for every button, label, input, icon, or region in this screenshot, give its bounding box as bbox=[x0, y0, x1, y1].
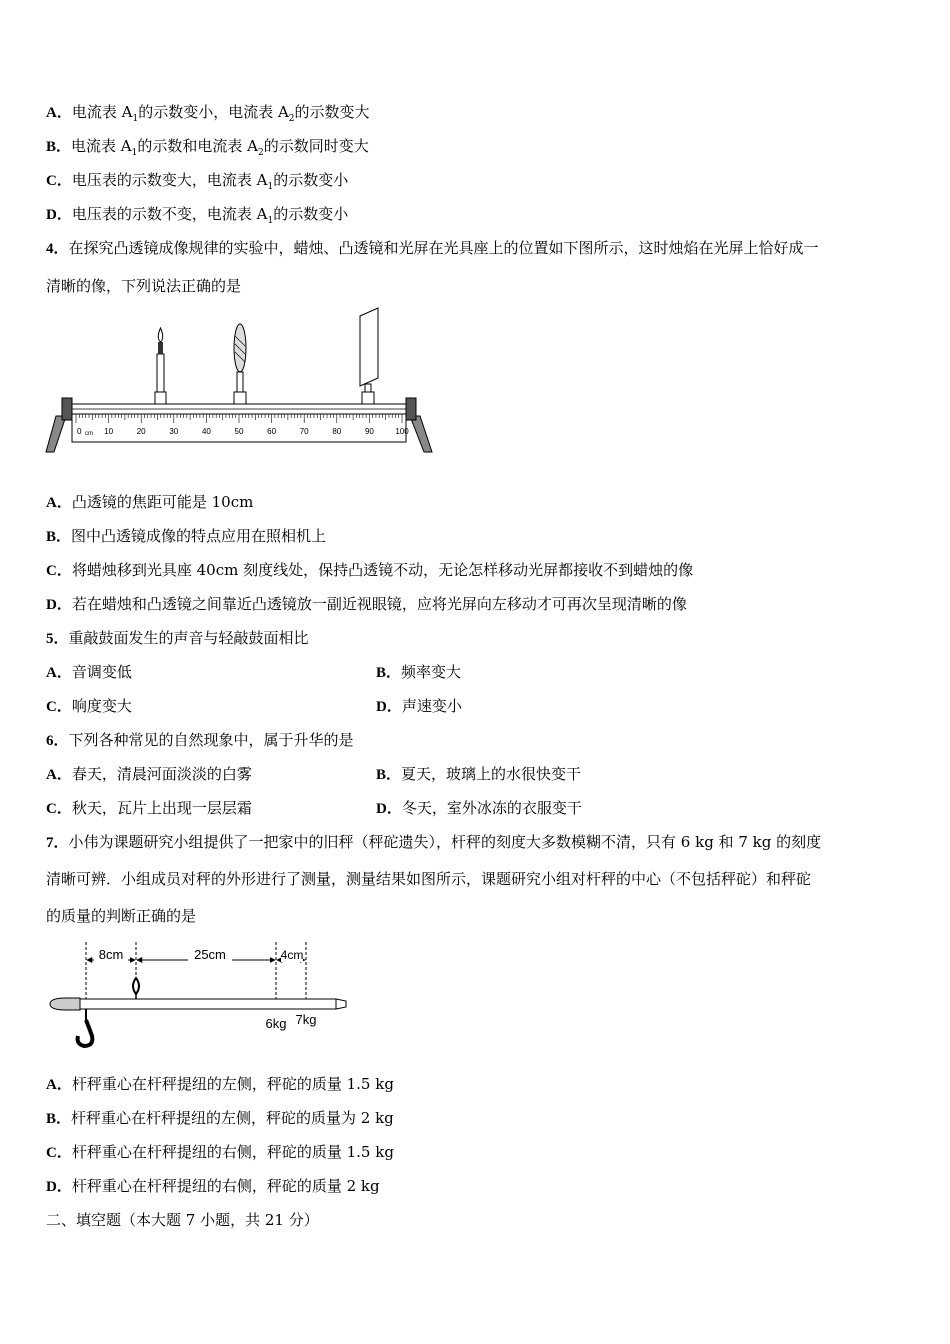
scale-tick-label: 50 bbox=[234, 427, 244, 436]
q3-option-c: C．电压表的示数变大，电流表 $A_1$的示数变小 bbox=[46, 171, 349, 192]
q5-option-c: C．响度变大 bbox=[46, 697, 132, 715]
steelyard-beam bbox=[50, 998, 346, 1010]
section2-title: 二、填空题（本大题 7 小题，共 21 分） bbox=[46, 1211, 319, 1229]
optical-bench-figure bbox=[44, 306, 436, 458]
q3-option-a: A．电流表 $A_1$的示数变小，电流表 $A_2$的示数变大 bbox=[46, 103, 370, 124]
q7-option-a: A．杆秤重心在杆秤提纽的左侧，秤砣的质量 1.5 kg bbox=[46, 1075, 394, 1093]
scale-tick-label: 70 bbox=[299, 427, 309, 436]
q4-stem-line1: 4．在探究凸透镜成像规律的实验中，蜡烛、凸透镜和光屏在光具座上的位置如下图所示，这时烛焰在光屏上恰好成一 bbox=[46, 239, 819, 257]
q3-option-d: D．电压表的示数不变，电流表 $A_1$的示数变小 bbox=[46, 205, 349, 226]
scale-tick-label: 0 bbox=[77, 427, 82, 436]
candle bbox=[155, 328, 166, 404]
q4-stem-line2: 清晰的像，下列说法正确的是 bbox=[46, 277, 242, 295]
scale-tick-label: 80 bbox=[332, 427, 342, 436]
q5-option-b: B．频率变大 bbox=[376, 663, 462, 681]
q7-option-d: D．杆秤重心在杆秤提纽的右侧，秤砣的质量 2 kg bbox=[46, 1177, 380, 1195]
light-screen bbox=[360, 308, 378, 404]
bench-left-end bbox=[62, 398, 72, 420]
steelyard-hook bbox=[78, 1009, 93, 1046]
q4-option-a: A．凸透镜的焦距可能是 10cm bbox=[46, 493, 254, 511]
bench-right-leg bbox=[410, 416, 432, 452]
bench-right-end bbox=[406, 398, 416, 420]
q6-option-a: A．春天，清晨河面淡淡的白雾 bbox=[46, 765, 252, 783]
scale-tick-label: 10 bbox=[104, 427, 114, 436]
q6-option-b: B．夏天，玻璃上的水很快变干 bbox=[376, 765, 582, 783]
q5-stem: 5．重敲鼓面发生的声音与轻敲鼓面相比 bbox=[46, 629, 309, 647]
q7-option-c: C．杆秤重心在杆秤提纽的右侧，秤砣的质量 1.5 kg bbox=[46, 1143, 394, 1161]
q4-option-d: D．若在蜡烛和凸透镜之间靠近凸透镜放一副近视眼镜，应将光屏向左移动才可再次呈现清晰的像 bbox=[46, 595, 687, 613]
q6-option-c: C．秋天，瓦片上出现一层层霜 bbox=[46, 799, 252, 817]
steelyard-lifting-loop bbox=[133, 978, 139, 999]
scale-tick-label: 100 bbox=[395, 427, 409, 436]
steelyard-figure bbox=[44, 938, 354, 1056]
mark-6kg-label: 6kg bbox=[265, 1016, 287, 1031]
mark-7kg-label: 7kg bbox=[295, 1012, 317, 1027]
q6-option-d: D．冬天，室外冰冻的衣服变干 bbox=[376, 799, 582, 817]
dim-8cm-label: 8cm bbox=[98, 947, 124, 962]
dim-4cm-label: 4cm bbox=[280, 948, 304, 962]
scale-tick-label: 40 bbox=[201, 427, 211, 436]
q5-option-a: A．音调变低 bbox=[46, 663, 132, 681]
q7-stem-line1: 7．小伟为课题研究小组提供了一把家中的旧秤（秤砣遗失），杆秤的刻度大多数模糊不清，只有 6 kg 和 7 kg 的刻度 bbox=[46, 833, 822, 851]
q7-stem-line3: 的质量的判断正确的是 bbox=[46, 907, 197, 925]
q4-option-b: B．图中凸透镜成像的特点应用在照相机上 bbox=[46, 527, 327, 545]
scale-tick-label: 90 bbox=[364, 427, 374, 436]
q3-option-b: B．电流表 $A_1$的示数和电流表 $A_2$的示数同时变大 bbox=[46, 137, 369, 158]
scale-unit-label: cm bbox=[85, 431, 93, 437]
scale-tick-label: 20 bbox=[136, 427, 146, 436]
q4-option-c: C．将蜡烛移到光具座 40cm 刻度线处，保持凸透镜不动，无论怎样移动光屏都接收不到蜡烛的像 bbox=[46, 561, 694, 579]
bench-left-leg bbox=[46, 416, 66, 452]
q5-option-d: D．声速变小 bbox=[376, 697, 462, 715]
q7-option-b: B．杆秤重心在杆秤提纽的左侧，秤砣的质量为 2 kg bbox=[46, 1109, 394, 1127]
scale-tick-label: 30 bbox=[169, 427, 179, 436]
dim-25cm-label: 25cm bbox=[194, 947, 226, 962]
q7-stem-line2: 清晰可辨．小组成员对秤的外形进行了测量，测量结果如图所示，课题研究小组对杆秤的中心（不包括秤砣）和秤砣 bbox=[46, 870, 812, 888]
q6-stem: 6．下列各种常见的自然现象中，属于升华的是 bbox=[46, 731, 354, 749]
scale-tick-label: 60 bbox=[267, 427, 277, 436]
convex-lens bbox=[234, 324, 246, 404]
